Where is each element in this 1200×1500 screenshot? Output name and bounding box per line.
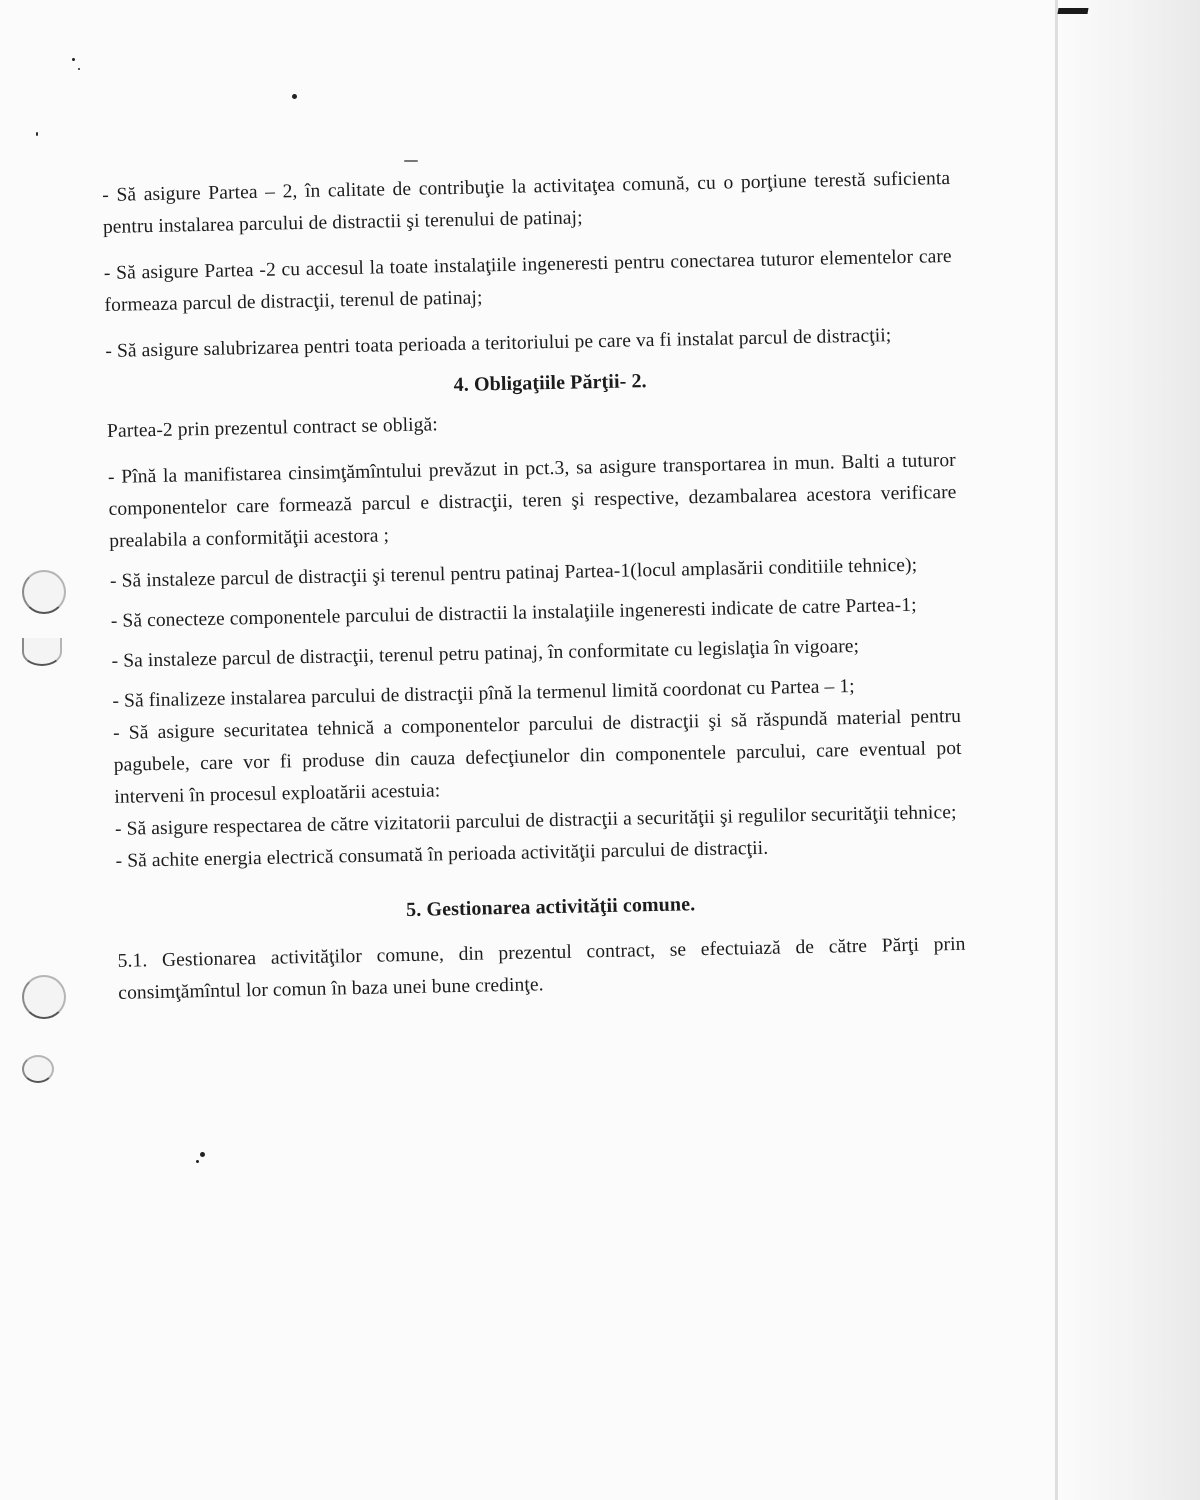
corner-scan-mark bbox=[1057, 8, 1088, 14]
paragraph-4: Partea-2 prin prezentul contract se obligă: bbox=[106, 414, 438, 442]
paragraph-9: - Să finalizeze instalarea parcului de distracţii pînă la termenul limită coordonat cu Partea – 1; bbox=[112, 675, 855, 712]
scan-speck bbox=[292, 94, 297, 99]
punch-hole-4 bbox=[22, 1055, 54, 1083]
punch-hole-3 bbox=[22, 975, 66, 1019]
section-heading-4: 4. Obligaţiile Părţii- 2. bbox=[453, 370, 647, 396]
paragraph-8: - Sa instaleze parcul de distracţii, terenul petru patinaj, în conformitate cu legislaţia în vigoare; bbox=[111, 635, 860, 672]
document-body bbox=[102, 163, 966, 1010]
section-heading-5: 5. Gestionarea activităţii comune. bbox=[405, 893, 696, 922]
scan-speck bbox=[72, 58, 75, 61]
paragraph-11: - Să asigure respectarea de către vizitatorii parcului de distracţii a securităţii şi regulilor securităţii tehnice; bbox=[114, 801, 957, 840]
paragraph-5: - Pînă la manifistarea cinsimţămîntului prevăzut in pct.3, sa asigure transportarea in mun. Balti a tuturor componentelor care formează parcul e distracţii, teren şi respective, dezambalarea acestora verificare prealabila a conformităţii acestora ; bbox=[107, 449, 957, 552]
paragraph-12: - Să achite energia electrică consumată în perioada activităţii parcului de distracţii. bbox=[115, 837, 769, 872]
paragraph-13: 5.1. Gestionarea activităţilor comune, din prezentul contract, se efectuiază de către Părţi prin consimţămîntul lor comun în baza unei bune credinţe. bbox=[117, 933, 966, 1004]
scan-edge-line bbox=[1055, 0, 1058, 1500]
scan-speck bbox=[36, 132, 38, 136]
punch-hole-2 bbox=[22, 638, 62, 666]
paragraph-10: - Să asigure securitatea tehnică a componentelor parcului de distracţii şi să răspundă material pentru pagubele, care vor fi produse din cauza defecţiunelor din componentele parcului, care eventual pot interveni în procesul exploatării acestuia: bbox=[112, 705, 962, 808]
scan-speck bbox=[196, 1160, 199, 1163]
paragraph-2: - Să asigure Partea -2 cu accesul la toate instalaţiile ingeneresti pentru conectarea tuturor elementelor care formeaza parcul de distracţii, terenul de patinaj; bbox=[103, 245, 952, 316]
scan-speck bbox=[200, 1152, 205, 1157]
scan-speck bbox=[78, 68, 80, 70]
scan-speck bbox=[404, 160, 418, 162]
paragraph-3: - Să asigure salubrizarea pentri toata perioada a teritoriului pe care va fi instalat parcul de distracţii; bbox=[105, 325, 892, 362]
scan-edge-shadow bbox=[1060, 0, 1200, 1500]
paragraph-6: - Să instaleze parcul de distracţii şi terenul pentru patinaj Partea-1(locul amplasării conditiile tehnice); bbox=[109, 554, 918, 592]
punch-hole-1 bbox=[22, 570, 66, 614]
paragraph-7: - Să conecteze componentele parcului de distractii la instalaţiile ingeneresti indicate de catre Partea-1; bbox=[110, 594, 917, 632]
paragraph-1: - Să asigure Partea – 2, în calitate de contribuţie la activitaţea comună, cu o porţiune terestă suficienta pentru instalarea parcului de distractii şi terenului de patinaj; bbox=[102, 167, 951, 238]
